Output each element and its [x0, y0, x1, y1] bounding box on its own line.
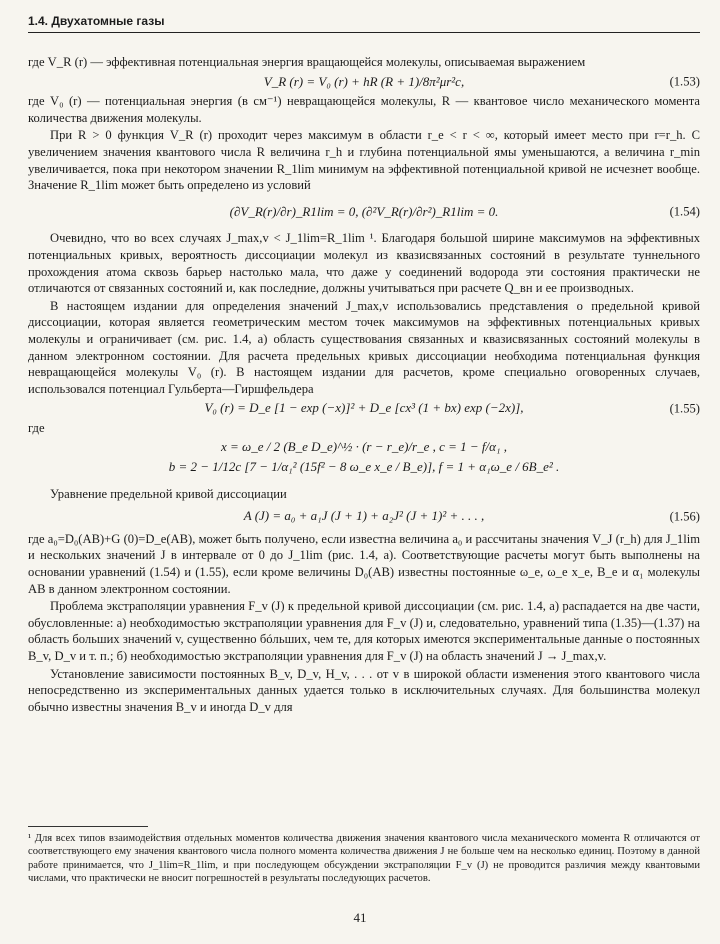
paragraph-dissociation-curve: В настоящем издании для определения значений J_max,v использовались представления о предельной кривой диссоциации, которая является геометрическим местом точек максимумов на эффективных потенциальных кривых молекулы и ограничивает (см. рис. 1.4, а) область существования связанных и квазисвязанных состояний молекулы в данном электронном состоянии. Для расчета предельных кривых диссоциации необходима потенциальная функция невращающейся молекулы V₀ (r). В настоящем издании для расчетов, кроме специально оговоренных случаев, использовался потенциал Гульберта—Гиршфельдера	[28, 298, 700, 396]
equation-1-55	[28, 400, 700, 417]
paragraph-constants: Установление зависимости постоянных B_v, D_v, H_v, . . . от v в широкой области изменения этого квантового числа непосредственно из экспериментальных данных удается только в исключительных случаях. Для большинства молекул обычно известны значения B_v и иногда D_v для	[28, 666, 700, 714]
equation-1-55-b	[28, 459, 700, 476]
footnote-divider	[28, 826, 148, 827]
equation-formula: V₀ (r) = D_e [1 − exp (−x)]² + D_e [cx³ (1 + bx) exp (−2x)],	[204, 400, 524, 416]
equation-number: (1.55)	[669, 401, 700, 416]
paragraph-extrapolation: Проблема экстраполяции уравнения F_v (J) к предельной кривой диссоциации (см. рис. 1.4, а) распадается на две части, обусловленные: а) необходимостью экстраполяции уравнения для F_v (J) и, следовательно, уравнений типа (1.35)—(1.37) на область больших значений v, существенно бóльших, чем те, для которых имеются экспериментальные данные о постоянных B_v, D_v и т. п.; б) необходимостью экстраполяции уравнения для F_v (J) на область значений J → J_max,v.	[28, 599, 700, 663]
page-number: 41	[353, 910, 367, 925]
equation-formula: b = 2 − 1/12c [7 − 1/α₁² (15f² − 8 ω_e x_e / B_e)], f = 1 + α₁ω_e / 6B_e² .	[168, 459, 560, 475]
where-label: где	[28, 420, 45, 435]
equation-1-56	[28, 508, 700, 525]
footnotes	[28, 826, 700, 886]
equation-number: (1.54)	[669, 204, 700, 219]
equation-number: (1.53)	[669, 74, 700, 89]
footnote-1	[28, 832, 700, 886]
equation-formula: (∂V_R(r)/∂r)_R1lim = 0, (∂²V_R(r)/∂r²)_R1lim = 0.	[229, 203, 499, 219]
paragraph-jmax: Очевидно, что во всех случаях J_max,v < J_1lim=R_1lim ¹. Благодаря большой ширине максимумов на эффективных потенциальных кривых, вероятность диссоциации молекул из квазисвязанных состояний в результате туннельного прохождения атома сквозь барьер настолько мала, что даже у соединений водорода эти состояния практически не отличаются от связанных состояний и, как последние, должны учитываться при расчете Q_вн и ее производных.	[28, 231, 700, 296]
paragraph-curve-equation: Уравнение предельной кривой диссоциации	[50, 486, 287, 501]
footnote-mark: ¹	[28, 833, 32, 844]
paragraph-maximum: При R > 0 функция V_R (r) проходит через максимум в области r_e < r < ∞, который имеет место при r=r_h. С увеличением значения квантового числа R величина r_h и глубина потенциальной ямы уменьшаются, а величина r_min увеличивается, пока при некотором значении R_1lim минимум на эффективной потенциальной кривой не исчезнет вообще. Значение R_1lim может быть определено из условий	[28, 128, 700, 193]
paragraph-a0: где a₀=D₀(AB)+G (0)=D_e(AB), может быть получено, если известна величина a₀ и рассчитаны значения V_J (r_h) для J_1lim и нескольких значений J в интервале от 0 до J_1lim (рис. 1.4, а). Соответствующие расчеты могут быть выполнены на основании уравнений (1.54) и (1.55), если кроме величины D₀(AB) известны постоянные ω_e, ω_e x_e, B_e и α₁ молекулы AB в данном электронном состоянии.	[28, 531, 700, 596]
equation-1-55-x	[28, 439, 700, 456]
equation-formula: A (J) = a₀ + a₁J (J + 1) + a₂J² (J + 1)² + . . . ,	[243, 508, 485, 524]
running-header: 1.4. Двухатомные газы	[28, 14, 700, 33]
footnote-text: Для всех типов взаимодействия отдельных моментов количества движения значения квантового числа механического момента R отличаются от соответствующего ему значения квантового числа полного момента количества движения J не больше чем на несколько единиц. Поэтому в данной работе принимается, что J_1lim=R_1lim, и при последующем обсуждении экстраполяции F_v (J) не проводится различия между квантовыми числами, что практически не вносит погрешностей в результаты последующих расчетов.	[28, 833, 700, 885]
paragraph-v0-definition: где V₀ (r) — потенциальная энергия (в см⁻¹) невращающейся молекулы, R — квантовое число механического момента количества движения молекулы.	[28, 94, 700, 125]
equation-1-53	[28, 74, 700, 91]
main-text	[28, 54, 700, 716]
equation-number: (1.56)	[669, 509, 700, 524]
equation-formula: x = ω_e / 2 (B_e D_e)^½ · (r − r_e)/r_e , c = 1 − f/α₁ ,	[220, 439, 507, 455]
equation-1-54	[28, 204, 700, 221]
paragraph-intro: где V_R (r) — эффективная потенциальная энергия вращающейся молекулы, описываемая выражением	[28, 55, 586, 69]
equation-formula: V_R (r) = V₀ (r) + hR (R + 1)/8π²μr²c,	[263, 73, 465, 89]
